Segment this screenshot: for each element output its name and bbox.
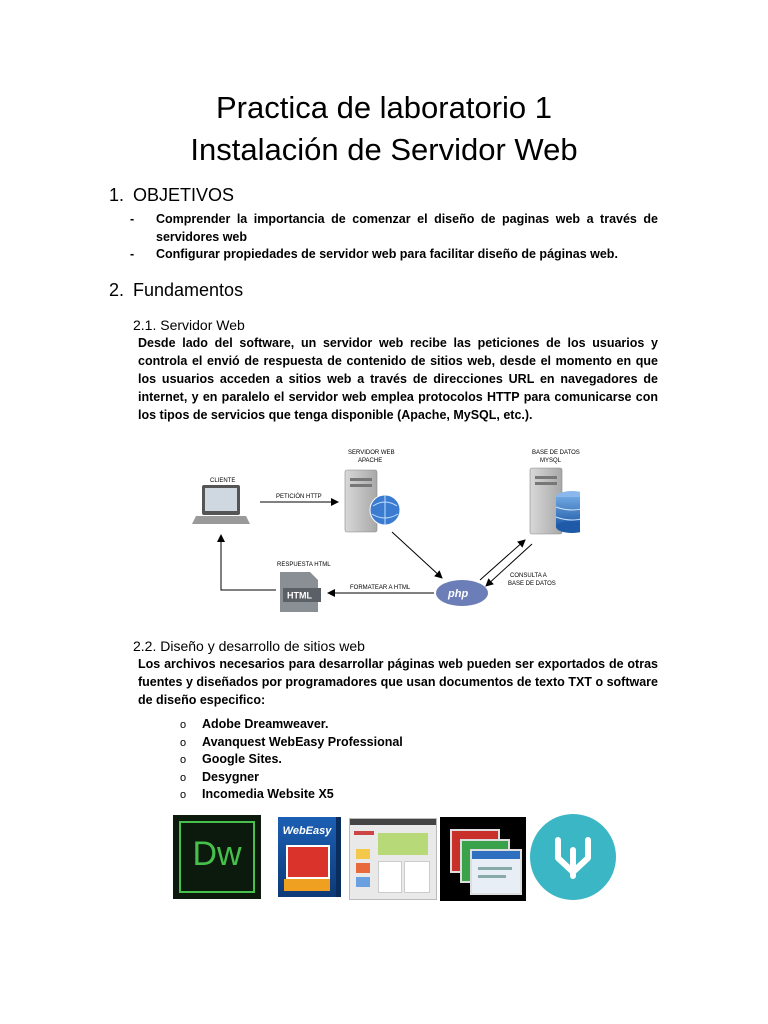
web-server-diagram (180, 440, 580, 615)
title-line-1: Practica de laboratorio 1 (215, 90, 553, 125)
website-x5-mark (530, 814, 616, 900)
subsection-2-2-heading: 2.2. Diseño y desarrollo de sitios web (133, 638, 365, 654)
objective-1-text: Comprender la importancia de comenzar el diseño de paginas web a través de servidores web (156, 212, 658, 244)
label-servidor-2: APACHE (358, 458, 383, 464)
arrow-db-php (486, 544, 532, 586)
tool-label: Incomedia Website X5 (202, 787, 334, 801)
php-icon-label: php (448, 588, 469, 600)
label-bd-2: MYSQL (540, 458, 562, 464)
website-x5-logo (530, 814, 616, 900)
section-2-number: 2. (109, 280, 125, 300)
database-server-icon (530, 468, 580, 534)
label-servidor-1: SERVIDOR WEB (348, 450, 395, 456)
label-cliente: CLIENTE (210, 478, 236, 484)
objective-2 (130, 245, 658, 263)
label-peticion: PETICIÓN HTTP (276, 494, 322, 500)
webeasy-logo-text: WebEasy (282, 825, 332, 837)
objective-1 (130, 210, 658, 246)
subsection-2-1-heading: 2.1. Servidor Web (133, 317, 245, 333)
tool-item: o Google Sites. (180, 752, 282, 766)
subsection-2-1-text: Desde lado del software, un servidor web recibe las peticiones de los usuarios y controla el envió de respuesta de contenido de sitios web, desde el momento en que los usuarios acceden a sitios web a través de direcciones URL en navegadores de internet, y en paralelo el servidor web emplea protocolos HTTP para comunicarse con los tipos de servicios que tenga disponible (Apache, MySQL, etc.). (138, 336, 658, 422)
label-consulta-1: CONSULTA A (510, 573, 547, 579)
title-line-2: Instalación de Servidor Web (190, 132, 578, 167)
tool-item: o Adobe Dreamweaver. (180, 717, 329, 731)
tool-label: Google Sites. (202, 752, 282, 766)
label-bd-1: BASE DE DATOS (532, 450, 580, 456)
dreamweaver-logo-text: Dw (192, 835, 242, 873)
section-1-title: OBJETIVOS (133, 185, 235, 205)
section-2-heading (109, 280, 243, 301)
webeasy-box-logo (274, 815, 342, 899)
label-consulta-2: BASE DE DATOS (508, 581, 556, 587)
section-1-number: 1. (109, 185, 125, 205)
arrow-server-php (392, 532, 442, 578)
tool-label: Desygner (202, 770, 259, 784)
laptop-icon (192, 485, 250, 524)
label-respuesta: RESPUESTA HTML (277, 562, 331, 568)
objective-2-text: Configurar propiedades de servidor web para facilitar diseño de páginas web. (156, 247, 618, 261)
label-formatear: FORMATEAR A HTML (350, 585, 411, 591)
desygner-windows-logo (440, 817, 526, 901)
tool-item: o Desygner (180, 770, 259, 784)
subsection-2-2-text: Los archivos necesarios para desarrollar páginas web pueden ser exportados de otras fuentes y diseñados por programadores que usan documentos de texto TXT o software de diseño especifico: (138, 657, 658, 707)
dreamweaver-logo (173, 815, 261, 899)
section-2-title: Fundamentos (133, 280, 244, 300)
tool-item: o Avanquest WebEasy Professional (180, 735, 403, 749)
bullet-dash: - (130, 212, 135, 226)
server-globe-icon (345, 470, 400, 532)
arrow-respuesta (221, 535, 276, 590)
tool-label: Avanquest WebEasy Professional (202, 735, 403, 749)
google-sites-screenshot (349, 818, 437, 900)
tool-label: Adobe Dreamweaver. (202, 717, 329, 731)
tool-item: o Incomedia Website X5 (180, 787, 334, 801)
section-1-heading (109, 185, 234, 206)
bullet-dash: - (130, 247, 135, 261)
html-icon-label: HTML (287, 590, 312, 601)
